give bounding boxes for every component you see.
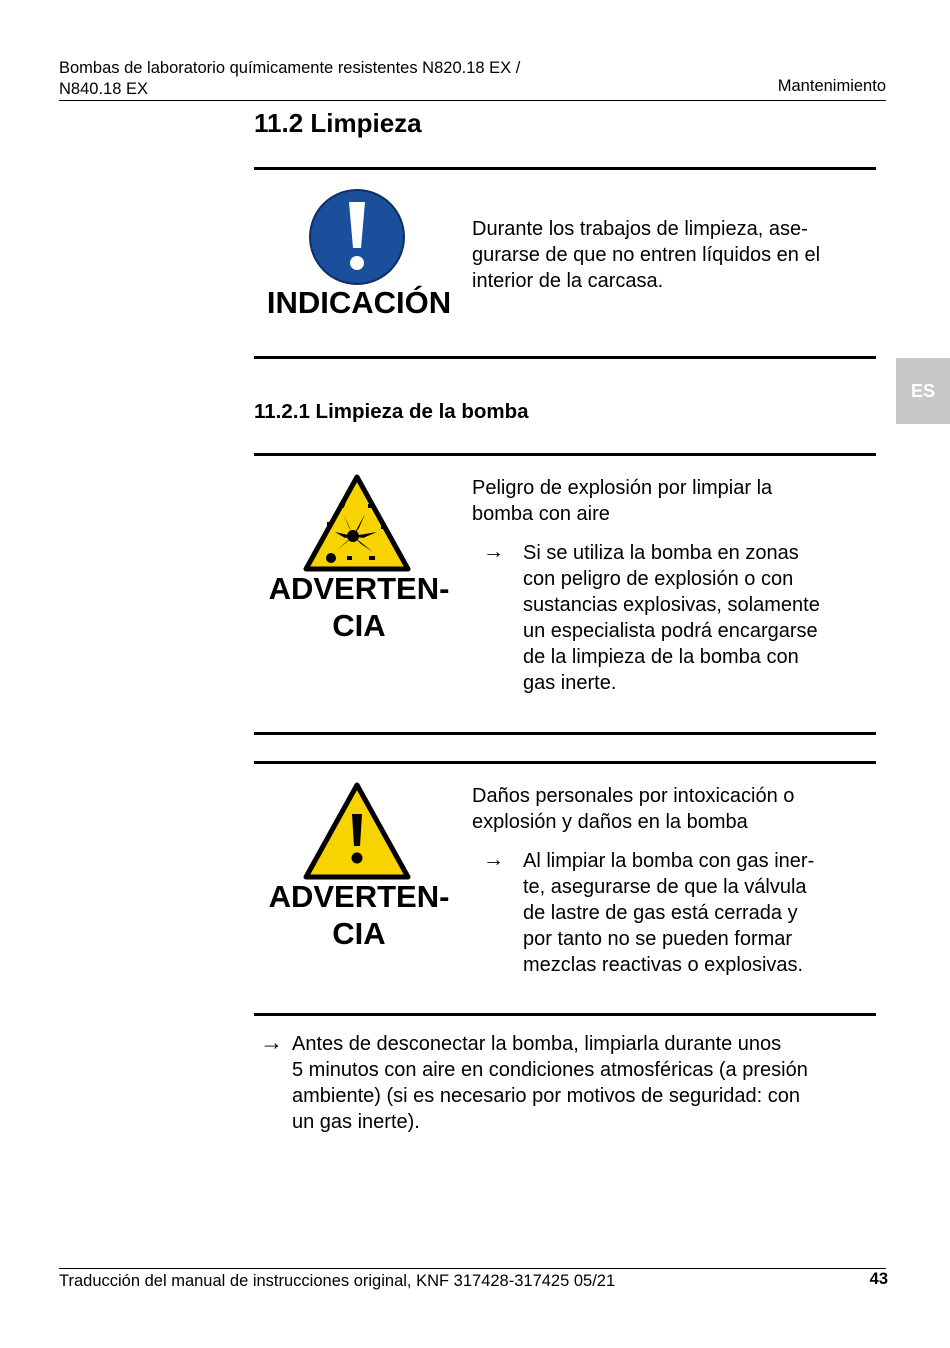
general-warning-icon bbox=[303, 782, 411, 880]
warning1-step-line: sustancias explosivas, solamente bbox=[523, 594, 820, 616]
instruction-line: 5 minutos con aire en condiciones atmosféricas (a presión bbox=[292, 1059, 808, 1081]
warning2-step bbox=[523, 848, 814, 978]
warning2-title bbox=[472, 783, 794, 835]
warning1-signal-line: CIA bbox=[332, 608, 386, 643]
warning1-signal-line: ADVERTEN- bbox=[268, 571, 450, 606]
warning2-step-line: te, asegurarse de que la válvula bbox=[523, 876, 807, 898]
warning1-title-line: Peligro de explosión por limpiar la bbox=[472, 477, 773, 499]
instruction-line: Antes de desconectar la bomba, limpiarla durante unos bbox=[292, 1033, 782, 1055]
warning2-step-line: mezclas reactivas o explosivas. bbox=[523, 954, 804, 976]
instruction-line: ambiente) (si es necesario por motivos de seguridad: con bbox=[292, 1085, 801, 1107]
warning1-title-line: bomba con aire bbox=[472, 503, 610, 525]
footer-text: Traducción del manual de instrucciones original, KNF 317428-317425 05/21 bbox=[59, 1272, 616, 1290]
instruction-line: un gas inerte). bbox=[292, 1111, 420, 1133]
notice-top-rule bbox=[254, 167, 876, 170]
footer-divider bbox=[59, 1268, 886, 1269]
warning1-step-line: con peligro de explosión o con bbox=[523, 568, 794, 590]
warning1-bottom-rule bbox=[254, 732, 876, 735]
warning2-step-line: de lastre de gas está cerrada y bbox=[523, 902, 798, 924]
warning1-step-line: gas inerte. bbox=[523, 672, 617, 694]
warning1-step-line: de la limpieza de la bomba con bbox=[523, 646, 799, 668]
header-title-line2: N840.18 EX bbox=[59, 80, 148, 98]
warning1-step-line: Si se utiliza la bomba en zonas bbox=[523, 542, 799, 564]
arrow-right-icon: → bbox=[260, 1029, 283, 1055]
subsection-heading: 11.2.1 Limpieza de la bomba bbox=[254, 400, 529, 423]
notice-text bbox=[472, 216, 820, 294]
language-tab: ES bbox=[896, 358, 950, 424]
warning1-title bbox=[472, 475, 772, 527]
header-title-line1: Bombas de laboratorio químicamente resistentes N820.18 EX / bbox=[59, 59, 521, 77]
warning2-bottom-rule bbox=[254, 1013, 876, 1016]
header-section: Mantenimiento bbox=[777, 77, 886, 95]
warning2-step-line: por tanto no se pueden formar bbox=[523, 928, 793, 950]
notice-text-line: Durante los trabajos de limpieza, ase- bbox=[472, 218, 808, 240]
section-heading: 11.2 Limpieza bbox=[254, 108, 422, 138]
notice-text-line: interior de la carcasa. bbox=[472, 270, 664, 292]
exclamation-mandatory-icon bbox=[308, 188, 406, 286]
warning2-signal-word bbox=[254, 878, 464, 952]
warning1-signal-word bbox=[254, 570, 464, 644]
instruction-text bbox=[292, 1031, 882, 1135]
notice-signal-word: INDICACIÓN bbox=[266, 285, 452, 320]
warning2-title-line: explosión y daños en la bomba bbox=[472, 811, 748, 833]
warning2-title-line: Daños personales por intoxicación o bbox=[472, 785, 795, 807]
warning2-signal-line: ADVERTEN- bbox=[268, 879, 450, 914]
warning2-step-line: Al limpiar la bomba con gas iner- bbox=[523, 850, 815, 872]
header-divider bbox=[59, 100, 886, 101]
arrow-right-icon: → bbox=[483, 848, 504, 871]
explosive-warning-icon bbox=[303, 474, 411, 572]
notice-text-line: gurarse de que no entren líquidos en el bbox=[472, 244, 821, 266]
arrow-right-icon: → bbox=[483, 540, 504, 563]
page-number: 43 bbox=[869, 1270, 888, 1288]
header-title bbox=[59, 58, 619, 100]
warning2-signal-line: CIA bbox=[332, 916, 386, 951]
notice-bottom-rule bbox=[254, 356, 876, 359]
warning1-step-line: un especialista podrá encargarse bbox=[523, 620, 818, 642]
warning1-top-rule bbox=[254, 453, 876, 456]
warning2-top-rule bbox=[254, 761, 876, 764]
warning1-step bbox=[523, 540, 820, 696]
